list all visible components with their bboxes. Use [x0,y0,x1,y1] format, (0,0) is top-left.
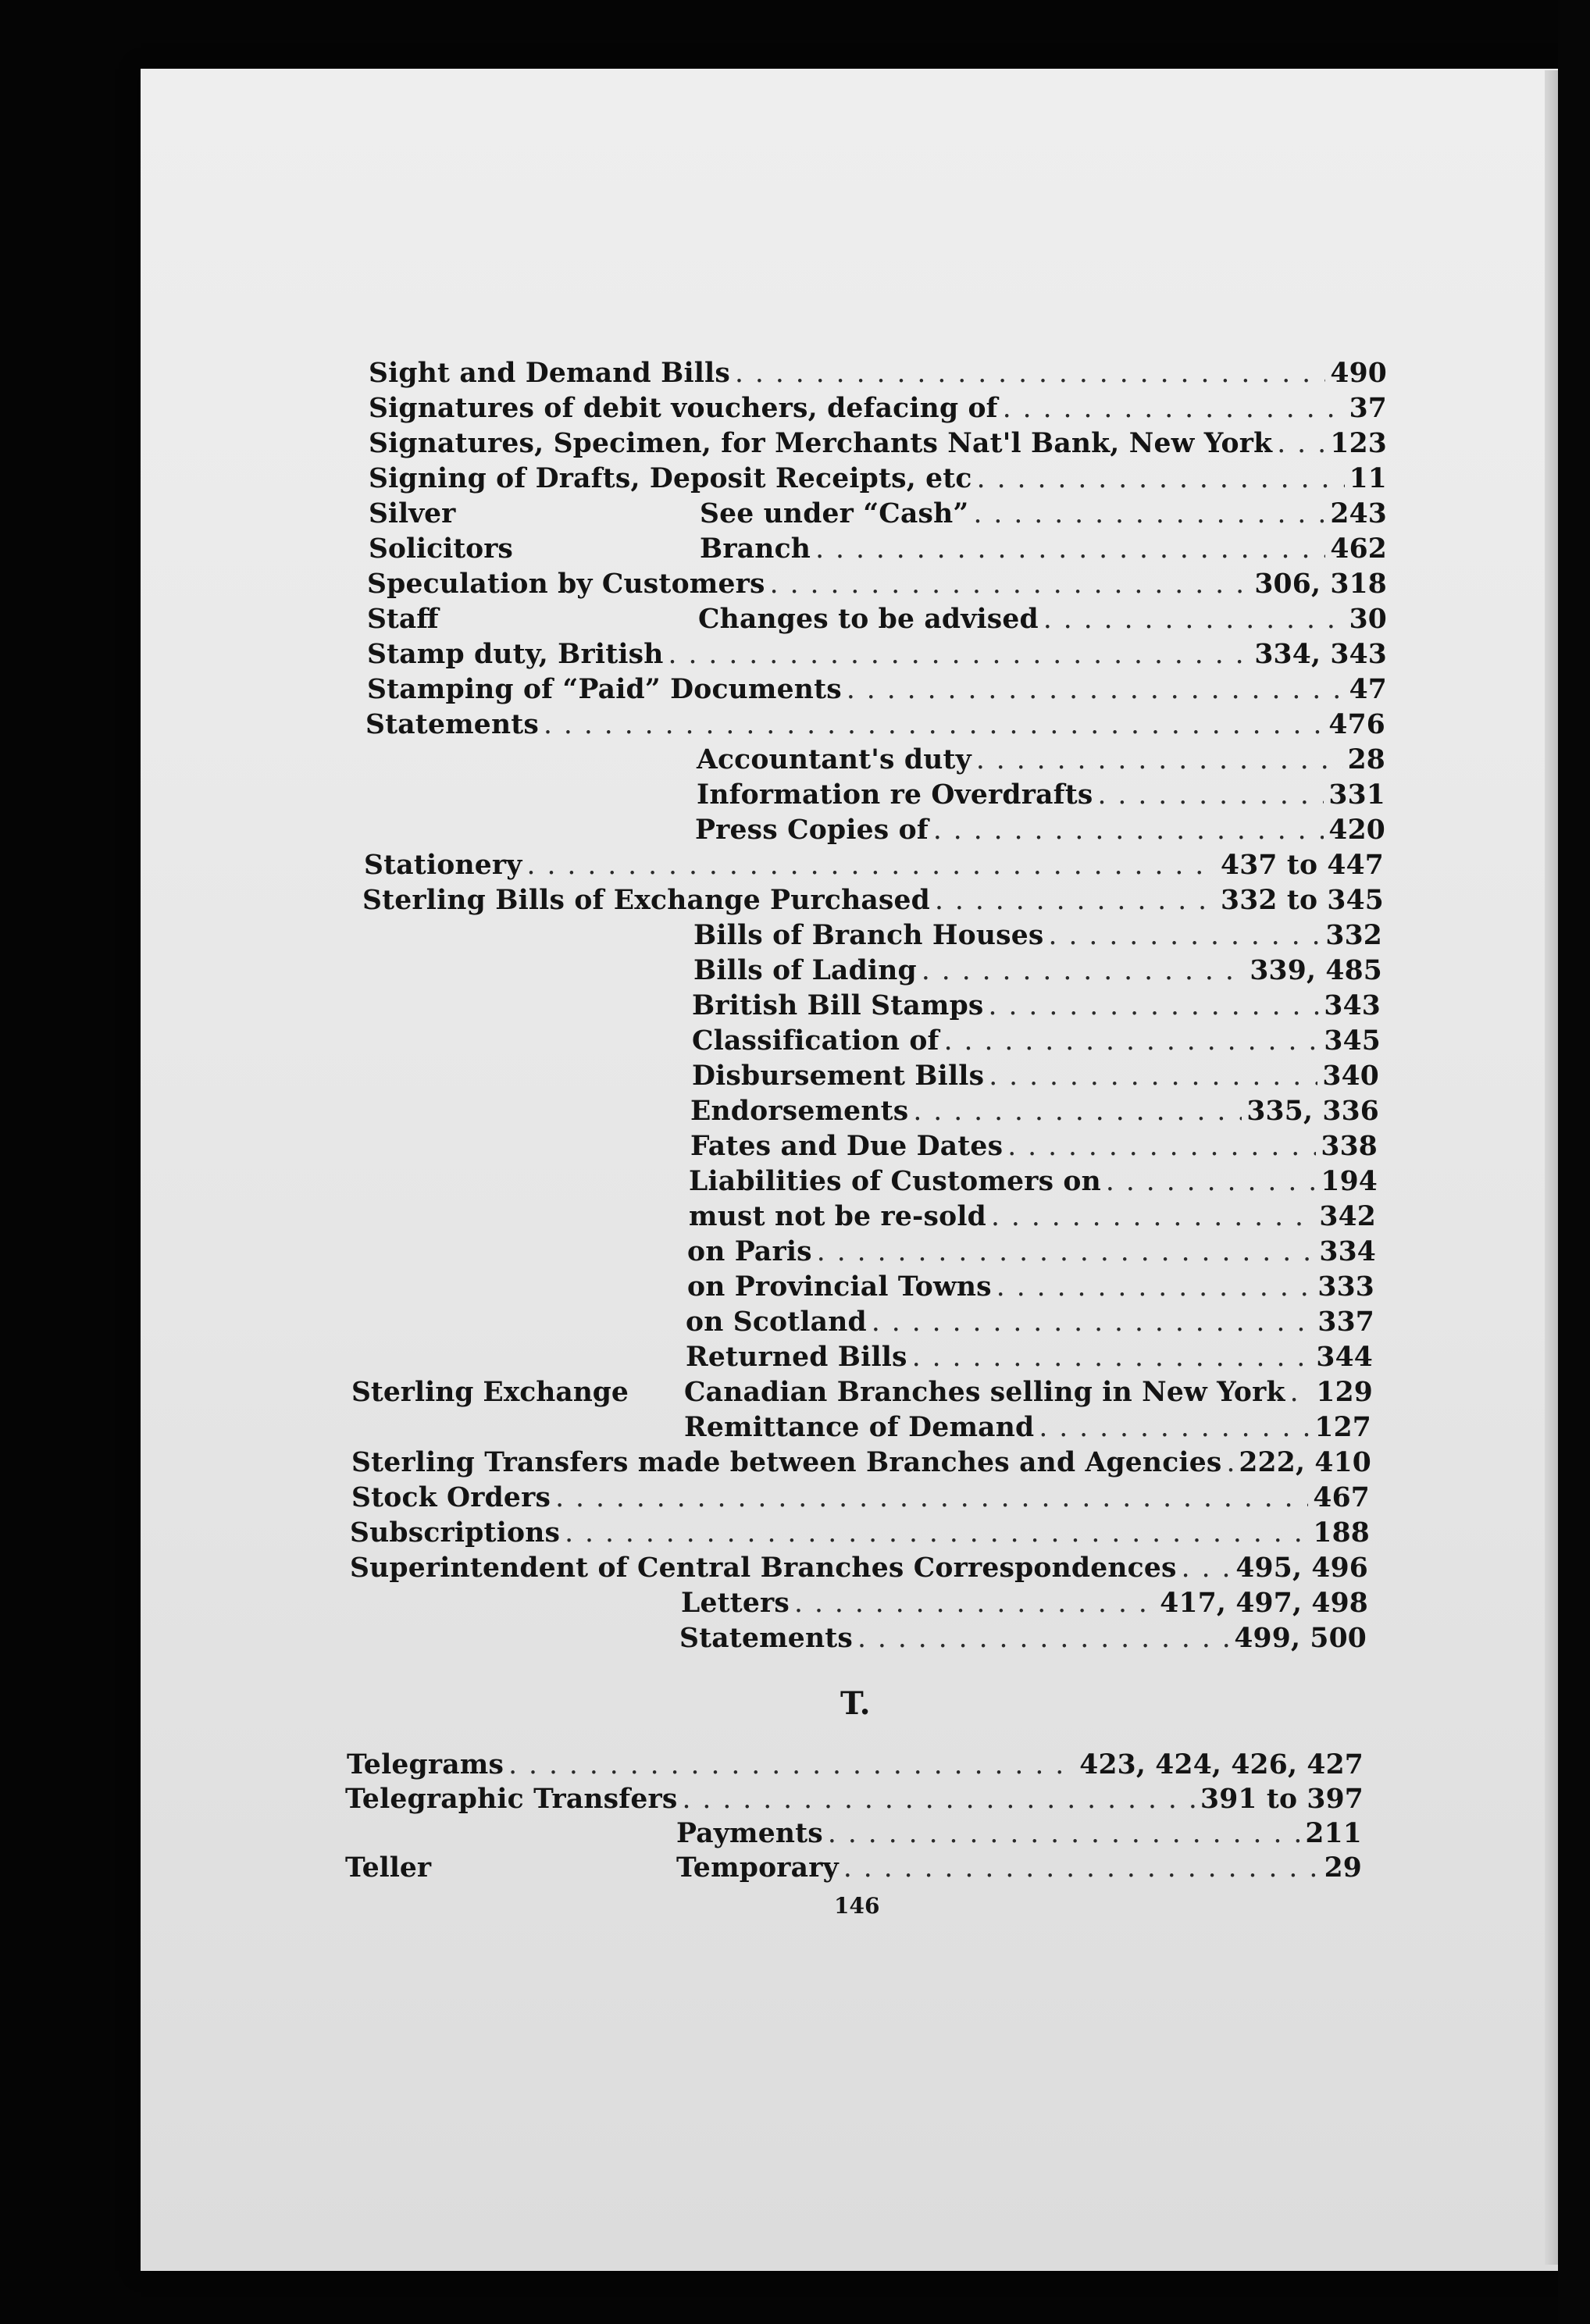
entry-sub-label: Temporary [676,1852,839,1884]
entry-main-label: Silver [369,498,456,529]
index-entry [684,1377,1373,1411]
entry-page-ref: 37 [1349,393,1387,424]
page-number: 146 [834,1893,880,1919]
index-entry [350,1517,1370,1552]
entry-sub-label: See under “Cash” [700,498,969,529]
entry-label: Signatures of debit vouchers, defacing of [369,393,998,424]
leader-dots [913,1096,1242,1127]
entry-page-ref: 127 [1314,1412,1371,1443]
leader-dots [565,1517,1308,1549]
entry-page-ref: 437 to 447 [1221,850,1384,881]
entry-page-ref: 30 [1349,604,1387,635]
leader-dots [843,1852,1320,1884]
entry-sub-label: Changes to be advised [698,604,1039,635]
entry-sub-label: on Scotland [686,1306,867,1338]
index-entry [367,569,1387,603]
leader-dots [544,709,1324,740]
index-entry [693,920,1382,954]
index-entry [369,463,1387,497]
leader-dots [508,1749,1075,1780]
entry-page-ref: 462 [1330,533,1387,565]
entry-label: Telegraphic Transfers [345,1784,678,1815]
entry-main-label: Solicitors [369,533,513,565]
entry-main-label: Teller [345,1852,432,1884]
section-heading: T. [840,1685,871,1722]
entry-page-ref: 333 [1317,1271,1374,1303]
entry-page-ref: 476 [1328,709,1385,740]
entry-sub-label: Letters [681,1588,790,1619]
leader-dots [977,463,1345,494]
entry-label: Stamping of “Paid” Documents [367,674,842,705]
leader-dots [794,1588,1155,1619]
entry-page-ref: 344 [1316,1342,1373,1373]
entry-page-ref: 123 [1330,428,1387,459]
entry-label: Superintendent of Central Branches Correspondences [350,1552,1177,1584]
entry-sub-label: Statements [679,1623,853,1654]
entry-page-ref: 222, 410 [1239,1447,1371,1478]
entry-page-ref: 423, 424, 426, 427 [1079,1749,1364,1780]
entry-label: Statements [365,709,539,740]
entry-sub-label: on Provincial Towns [687,1271,992,1303]
entry-main-label: Staff [367,604,439,635]
entry-page-ref: 332 [1325,920,1382,951]
entry-main-label: Sterling Exchange [351,1377,629,1408]
index-entry [365,709,1385,743]
entry-label: Signing of Drafts, Deposit Receipts, etc [369,463,972,494]
entry-label: Sterling Transfers made between Branches and Agencies [351,1447,1222,1478]
index-entry [692,1060,1379,1095]
leader-dots [973,498,1325,529]
entry-sub-label: must not be re-sold [689,1201,986,1232]
entry-page-ref: 495, 496 [1235,1552,1368,1584]
leader-dots [872,1306,1314,1338]
entry-page-ref: 342 [1319,1201,1376,1232]
index-entry [700,533,1387,568]
entry-page-ref: 243 [1330,498,1387,529]
leader-dots [735,358,1325,389]
entry-label: Subscriptions [350,1517,561,1549]
index-entry [697,779,1385,814]
index-entry [690,1131,1378,1165]
index-entry [367,639,1387,673]
index-entry [350,1552,1368,1587]
entry-page-ref: 194 [1321,1166,1378,1197]
leader-dots [1003,393,1345,424]
leader-dots [668,639,1250,670]
entry-sub-label: Liabilities of Customers on [689,1166,1101,1197]
entry-page-ref: 129 [1316,1377,1373,1408]
entry-sub-label: Press Copies of [695,814,929,846]
leader-dots [935,885,1216,916]
entry-sub-label: Canadian Branches selling in New York [684,1377,1285,1408]
leader-dots [1106,1166,1316,1197]
entry-page-ref: 343 [1324,990,1381,1021]
index-entry [697,744,1385,779]
leader-dots [912,1342,1312,1373]
index-entry [351,1447,1371,1481]
index-entry [687,1236,1376,1271]
entry-sub-label: Classification of [692,1025,939,1057]
entry-page-ref: 499, 500 [1234,1623,1367,1654]
leader-dots [944,1025,1320,1057]
entry-page-ref: 188 [1313,1517,1370,1549]
entry-sub-label: Accountant's duty [697,744,971,775]
entry-page-ref: 334, 343 [1254,639,1387,670]
entry-page-ref: 467 [1313,1482,1370,1513]
leader-dots [989,990,1320,1021]
leader-dots [976,744,1343,775]
index-entry [692,990,1381,1025]
entry-label: Speculation by Customers [367,569,765,600]
index-entry [686,1342,1373,1376]
index-entry [676,1818,1362,1852]
entry-page-ref: 11 [1349,463,1387,494]
entry-sub-label: Fates and Due Dates [690,1131,1004,1162]
leader-dots [527,850,1216,881]
entry-sub-label: Returned Bills [686,1342,907,1373]
index-entry [369,358,1387,392]
entry-sub-label: Bills of Branch Houses [693,920,1044,951]
entry-page-ref: 345 [1324,1025,1381,1057]
leader-dots [1277,428,1325,459]
entry-label: Telegrams [347,1749,504,1780]
leader-dots [1049,920,1321,951]
entry-page-ref: 340 [1322,1060,1379,1092]
entry-page-ref: 337 [1317,1306,1374,1338]
index-entry [687,1271,1374,1306]
entry-sub-label: Bills of Lading [693,955,917,986]
index-entry [369,428,1387,462]
leader-dots [1097,779,1324,811]
index-entry [686,1306,1374,1341]
index-entry [681,1588,1368,1622]
entry-page-ref: 338 [1321,1131,1378,1162]
index-entry [695,814,1385,849]
entry-page-ref: 306, 318 [1254,569,1387,600]
index-entry [362,885,1384,919]
leader-dots [996,1271,1314,1303]
entry-label: Sight and Demand Bills [369,358,730,389]
entry-page-ref: 331 [1328,779,1385,811]
index-entry [367,674,1387,708]
index-entry [679,1623,1367,1657]
leader-dots [817,1236,1315,1267]
leader-dots [770,569,1250,600]
entry-page-ref: 334 [1319,1236,1376,1267]
entry-sub-label: Endorsements [690,1096,909,1127]
entry-sub-label: on Paris [687,1236,812,1267]
leader-dots [922,955,1246,986]
leader-dots [933,814,1324,846]
entry-label: Signatures, Specimen, for Merchants Nat'l Bank, New York [369,428,1273,459]
leader-dots [1007,1131,1316,1162]
entry-page-ref: 420 [1328,814,1385,846]
entry-sub-label: Branch [700,533,811,565]
entry-page-ref: 332 to 345 [1221,885,1384,916]
entry-page-ref: 417, 497, 498 [1160,1588,1368,1619]
index-entry [364,850,1384,884]
leader-dots [857,1623,1229,1654]
entry-page-ref: 29 [1324,1852,1362,1884]
leader-dots [1290,1377,1312,1408]
leader-dots [815,533,1325,565]
entry-page-ref: 339, 485 [1250,955,1382,986]
entry-sub-label: British Bill Stamps [692,990,984,1021]
leader-dots [847,674,1345,705]
leader-dots [1043,604,1345,635]
entry-label: Stock Orders [351,1482,551,1513]
index-entry [693,955,1382,989]
leader-dots [991,1201,1314,1232]
entry-page-ref: 47 [1349,674,1387,705]
index-entry [347,1749,1364,1784]
index-entry [689,1166,1378,1200]
entry-sub-label: Payments [676,1818,823,1849]
index-entry [345,1784,1364,1818]
index-entry [689,1201,1376,1235]
entry-sub-label: Disbursement Bills [692,1060,985,1092]
leader-dots [1226,1447,1234,1478]
leader-dots [1039,1412,1310,1443]
entry-page-ref: 28 [1347,744,1385,775]
index-entry [690,1096,1379,1130]
leader-dots [1182,1552,1232,1584]
entry-label: Stationery [364,850,522,881]
leader-dots [828,1818,1300,1849]
index-entry [692,1025,1381,1060]
leader-dots [555,1482,1308,1513]
entry-page-ref: 335, 336 [1246,1096,1379,1127]
entry-page-ref: 391 to 397 [1200,1784,1364,1815]
index-entry [676,1852,1362,1887]
index-entry [369,393,1387,427]
index-entry [698,604,1387,638]
leader-dots [989,1060,1317,1092]
entry-label: Sterling Bills of Exchange Purchased [362,885,930,916]
entry-sub-label: Information re Overdrafts [697,779,1093,811]
entry-page-ref: 211 [1305,1818,1362,1849]
index-entry [351,1482,1370,1517]
index-entry [700,498,1387,533]
index-entry [684,1412,1371,1446]
entry-label: Stamp duty, British [367,639,664,670]
leader-dots [683,1784,1196,1815]
entry-page-ref: 490 [1330,358,1387,389]
entry-sub-label: Remittance of Demand [684,1412,1035,1443]
